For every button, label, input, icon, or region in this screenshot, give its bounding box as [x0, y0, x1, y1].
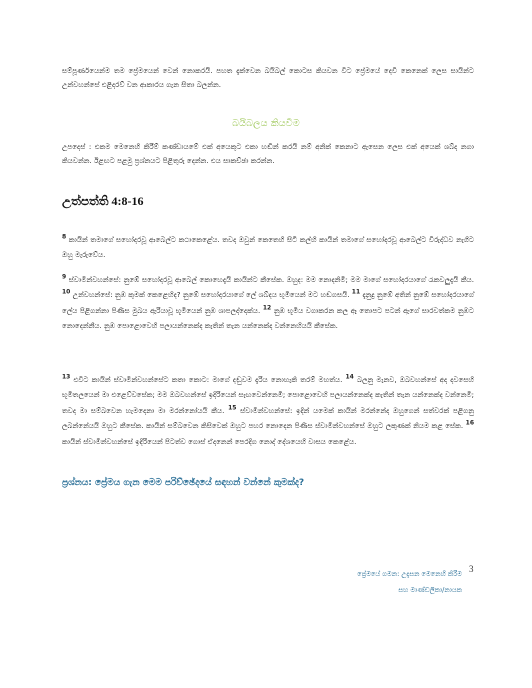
verse-text: උන්වහන්සේ: නුඹ කුමක් කෙළෙහිද? නුඹේ සහෝදරයාගේ ලේ ශබ්දය භූමියෙන් මට හඬගසයි.: [70, 290, 352, 300]
verse-number: 9: [62, 273, 67, 281]
page-number: 3: [469, 564, 474, 574]
verse-text: කායින් ස්වාමීන්වහන්සේ ඉදිරියෙන් පිටත්ව ගොස් ඒදනෙන් පෙරදිග නොද් දේශයෙහි වාසය කෙළේය.: [62, 436, 357, 446]
intro-paragraph: සම්පූර්ණයෙන්ම තම ප්‍රේමයෙන් වෙන් නොකරයි. පහත දැක්වෙන බයිබල් කොටස කියවන විට ප්‍රේමයේ දෙවි කෙනෙක් ලෙස සායින්ට උන්වහන්සේ එළිදරව් වන ආකාරය ගැන සිතා බලන්න.: [62, 66, 474, 89]
verse-text: කායින් තමාගේ සහෝදරවූ ආබෙල්ට කථාකෙළේය. තවද ඔවුන් කෙතෙහි සිටි කල්හි කායින් තමාගේ සහෝදරවූ ආබෙල්ට විරුද්ධව නැගිට ඔහු මැරුවේය.: [62, 235, 474, 260]
scripture-paragraph-3: [62, 372, 474, 449]
verse-number: 11: [351, 289, 361, 297]
verse-text: එවිට කායින් ස්වාමීන්වහන්සේට කතා කොට: මාගේ දඬුවම දැරිය නොහැකි තරම් මහත්ය.: [70, 375, 346, 384]
verse-number: 8: [62, 233, 67, 241]
scripture-paragraph-2: [62, 272, 474, 334]
scripture-reference: උත්පත්ති 4:8-16: [62, 194, 144, 208]
instructions-paragraph: උපදෙස් : එකම මෙනෙහි කිරීම් කණ්ඩායමේ එක් අයෙකුට එකා හඬින් කරයි නම් අනික් කෙනාට ඇසෙන ලෙස එක් අයෙක් ශබ්ද නගා කියවන්න. ඊළඟට පළමු ප්‍රශ්නයට පිළිතුරු දෙන්න. එය සාකච්ඡා කරන්න.: [62, 142, 474, 165]
verse-text: ස්වාමීන්වහන්සේ: නුඹේ සහෝදරවූ ආබෙල් කොහෙදැයි කායින්ට කීසේක. ඔහුද: මම නොදනිමි; මම මාගේ සහෝදරයාගේ රැකවලුදැයි කීය.: [66, 275, 474, 284]
footer-subtitle: සහ මාණ්ඩලිකා/නායක: [398, 586, 462, 594]
discussion-question: ප්‍රශ්නය: ප්‍රේමය ගැන මෙම පරිච්ඡේදයේ සඳහන් වන්නේ කුමක්ද?: [62, 478, 305, 488]
section-title: බයිබලය කියවීම: [232, 118, 300, 129]
verse-text: නුඹ භූමිය වගාකරන කල ඈ තොපට පටන් ඇගේ සාරවත්කම නුඹට නොදෙන්නීය. නුඹ පොළොවෙහි පලායන්නෙක්ද කැතින් තැන යන්නෙක්ද වන්නෙහියයි කීසේක.: [62, 305, 474, 331]
verse-text: බලනු මැනව, ඔබවහන්සේ අද දවසෙහි භූමිතලයෙන් මා එළෙව්වසේක; මම ඔබවහන්සේ ඉදිරියෙන් සැඟවෙන්නෙමි; පොළොවෙහි පලායන්නෙක්ද කැතින් තැන යන්නෙක්ද වන්නෙමි; තවද මා සම්බවෙන හැමදෙනා මා මරන්නෝයයි කීය.: [62, 375, 475, 415]
verse-number: 16: [465, 419, 474, 427]
scripture-paragraph-1: [62, 232, 474, 263]
verse-number: 13: [62, 373, 71, 381]
verse-number: 15: [228, 404, 237, 412]
page-footer: [357, 566, 462, 598]
verse-number: 12: [262, 304, 272, 312]
verse-text: ස්වාමීන්වහන්සේ: ඉදින් යමෙක් කායින් මරන්නේද ඔහුගෙන් සත්වරක් පළිගනු ලබන්නේයයි ඔහුට කීසේක. කායින් සම්බවෙන කිසිවෙක් ඔහුට පහර නොදෙන පිණිස ස්වාමීන්වහන්සේ ඔහුට ලකුණක් නියම කළ සේක.: [62, 405, 475, 431]
verse-text: දැනුදු නුඹේ අතින් නුඹේ සහෝදරයාගේ ලේය පිළිගන්නා පිණිස මුඛය ඇරියාවූ භූමියෙන් නුඹ ශාපලද්දෙක්ය.: [62, 290, 474, 315]
footer-title: ප්‍රේමයේ ගමන: උදැසන මෙනෙහි කිරීම: [357, 570, 462, 578]
verse-number: 14: [345, 373, 354, 381]
verse-number: 10: [62, 289, 71, 297]
